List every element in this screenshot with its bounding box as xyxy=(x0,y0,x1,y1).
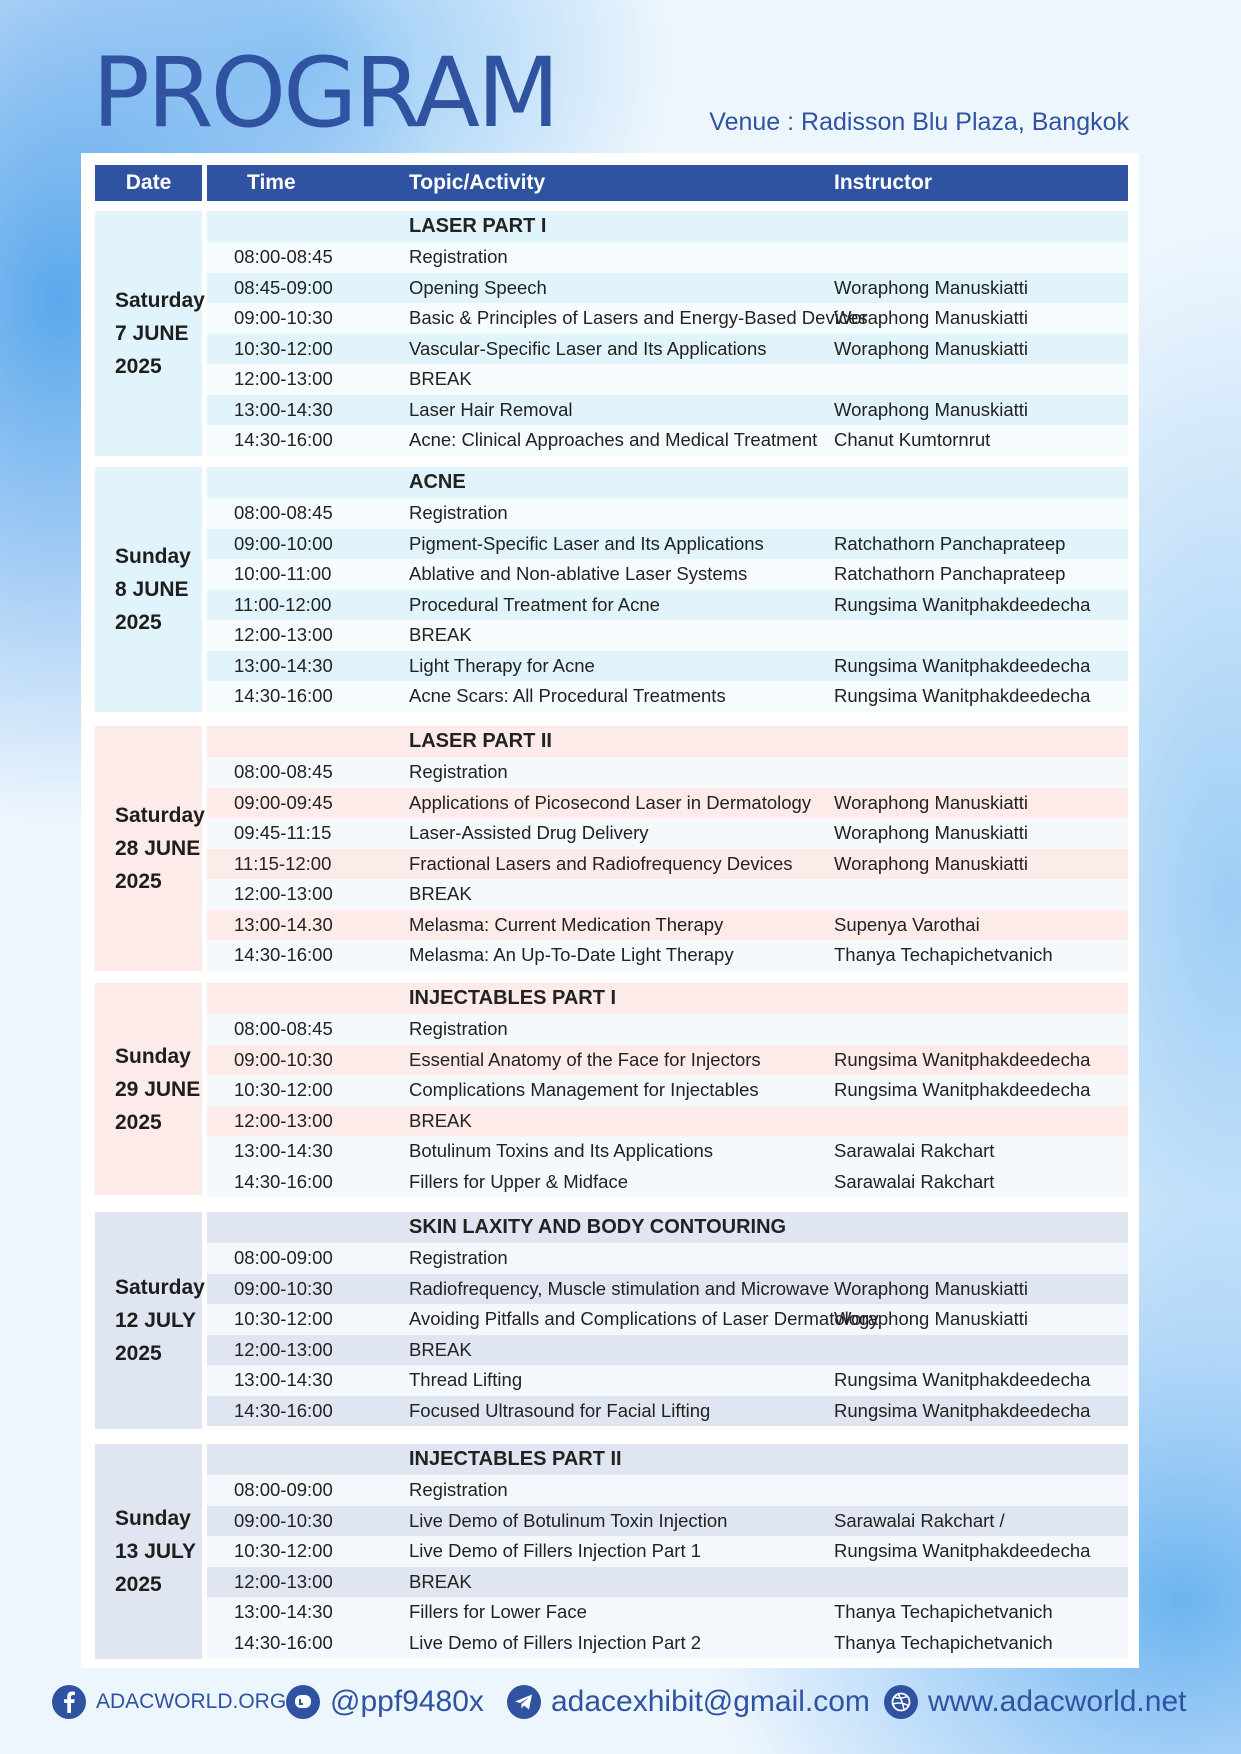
line-link[interactable] xyxy=(286,1680,484,1724)
date: 13 JULY xyxy=(115,1540,196,1563)
instructor-cell: Woraphong Manuskiatti xyxy=(834,852,1029,874)
date-cell xyxy=(95,1212,205,1429)
date: 29 JUNE xyxy=(115,1077,201,1101)
instructor-cell: Woraphong Manuskiatti xyxy=(834,1308,1029,1329)
table-row xyxy=(207,879,1128,910)
day-section xyxy=(95,211,1128,456)
time-cell: 14:30-16:00 xyxy=(234,1399,333,1421)
table-row xyxy=(207,1506,1128,1537)
time-cell: 12:00-13:00 xyxy=(234,1338,333,1360)
time-cell: 09:45-11:15 xyxy=(234,822,332,843)
topic-cell: Botulinum Toxins and Its Applications xyxy=(409,1140,714,1161)
date-cell xyxy=(95,211,205,456)
schedule-rows xyxy=(207,467,1128,712)
topic-cell: BREAK xyxy=(409,1570,472,1592)
date: 7 JUNE xyxy=(115,322,189,345)
table-row xyxy=(207,1274,1128,1305)
time-cell: 10:00-11:00 xyxy=(234,563,332,584)
table-row xyxy=(207,940,1128,971)
table-row xyxy=(207,651,1128,682)
date-cell xyxy=(95,983,202,1195)
instructor-cell: Rungsima Wanitphakdeedecha xyxy=(834,654,1091,676)
table-row xyxy=(207,1167,1128,1198)
date: 28 JUNE xyxy=(115,837,201,860)
table-row xyxy=(207,1396,1128,1427)
instructor-cell: Woraphong Manuskiatti xyxy=(834,337,1029,359)
time-cell: 12:00-13:00 xyxy=(234,1109,333,1131)
time-cell: 09:00-10:30 xyxy=(234,1277,333,1299)
table-row xyxy=(207,242,1128,273)
date-cell xyxy=(95,467,202,712)
time-cell: 08:00-08:45 xyxy=(234,246,333,267)
time-cell: 08:45-09:00 xyxy=(234,276,333,298)
email-link[interactable] xyxy=(507,1680,870,1724)
topic-cell: Focused Ultrasound for Facial Lifting xyxy=(409,1399,711,1421)
page-title: PROGRAM xyxy=(92,37,557,149)
day-section xyxy=(95,467,1128,712)
topic-cell: Fillers for Lower Face xyxy=(409,1601,587,1622)
table-row xyxy=(207,1136,1128,1167)
table-row xyxy=(207,303,1128,334)
instructor-cell: Rungsima Wanitphakdeedecha xyxy=(834,685,1091,706)
table-row xyxy=(207,1475,1128,1506)
topic-cell: Light Therapy for Acne xyxy=(409,654,595,676)
weekday: Saturday xyxy=(115,1276,205,1299)
time-cell: 14:30-16:00 xyxy=(234,944,333,965)
weekday: Sunday xyxy=(115,545,191,568)
topic-cell: Acne Scars: All Procedural Treatments xyxy=(409,685,726,706)
time-cell: 10:30-12:00 xyxy=(234,337,333,359)
email-address: adacexhibit@gmail.com xyxy=(551,1685,870,1718)
time-cell: 14:30-16:00 xyxy=(234,1631,333,1653)
section-title: LASER PART II xyxy=(409,730,552,752)
schedule-rows xyxy=(207,211,1128,456)
time-cell: 10:30-12:00 xyxy=(234,1308,333,1329)
instructor-cell: Thanya Techapichetvanich xyxy=(834,1631,1053,1653)
topic-cell: Fractional Lasers and Radiofrequency Devices xyxy=(409,852,793,874)
table-row xyxy=(207,364,1128,395)
table-row xyxy=(207,620,1128,651)
year: 2025 xyxy=(115,1342,162,1365)
time-cell: 13:00-14:30 xyxy=(234,1140,333,1161)
topic-cell: BREAK xyxy=(409,883,472,904)
section-title: INJECTABLES PART II xyxy=(409,1448,622,1470)
topic-cell: Pigment-Specific Laser and Its Applications xyxy=(409,532,764,554)
column-header-date: Date xyxy=(95,165,202,201)
column-header-instructor: Instructor xyxy=(834,171,933,194)
date-cell xyxy=(95,726,205,971)
table-row xyxy=(207,395,1128,426)
day-section xyxy=(95,983,1128,1195)
facebook-icon xyxy=(52,1685,86,1719)
table-row xyxy=(207,1304,1128,1335)
instructor-cell: Woraphong Manuskiatti xyxy=(834,276,1029,298)
schedule-rows xyxy=(207,983,1128,1197)
time-cell: 08:00-09:00 xyxy=(234,1247,333,1268)
instructor-cell: Woraphong Manuskiatti xyxy=(834,822,1029,843)
table-row xyxy=(207,559,1128,590)
time-cell: 11:15-12:00 xyxy=(234,852,332,874)
instructor-cell: Rungsima Wanitphakdeedecha xyxy=(834,1079,1091,1100)
table-row xyxy=(207,1365,1128,1396)
instructor-cell: Sarawalai Rakchart / xyxy=(834,1509,1005,1531)
topic-cell: Registration xyxy=(409,246,508,267)
instructor-cell: Rungsima Wanitphakdeedecha xyxy=(834,1540,1091,1561)
table-row xyxy=(207,1536,1128,1567)
instructor-cell: Chanut Kumtornrut xyxy=(834,429,991,450)
time-cell: 13:00-14:30 xyxy=(234,398,333,420)
section-title: INJECTABLES PART I xyxy=(409,987,617,1009)
topic-cell: Melasma: Current Medication Therapy xyxy=(409,913,724,935)
instructor-cell: Sarawalai Rakchart xyxy=(834,1170,995,1192)
time-cell: 09:00-09:45 xyxy=(234,791,333,813)
time-cell: 14:30-16:00 xyxy=(234,685,333,706)
time-cell: 09:00-10:30 xyxy=(234,1048,333,1070)
instructor-cell: Ratchathorn Panchaprateep xyxy=(834,563,1066,584)
table-header xyxy=(95,165,1128,201)
year: 2025 xyxy=(115,611,162,634)
weekday: Saturday xyxy=(115,804,205,827)
date-cell xyxy=(95,1444,202,1659)
topic-cell: Vascular-Specific Laser and Its Applications xyxy=(409,337,767,359)
time-cell: 12:00-13:00 xyxy=(234,1570,333,1592)
time-cell: 11:00-12:00 xyxy=(234,593,332,615)
table-row xyxy=(207,1335,1128,1366)
table-row xyxy=(207,498,1128,529)
instructor-cell: Supenya Varothai xyxy=(834,913,980,935)
contact-footer xyxy=(52,1680,1202,1724)
time-cell: 08:00-08:45 xyxy=(234,761,333,782)
website-url: www.adacworld.net xyxy=(928,1685,1187,1718)
topic-cell: Live Demo of Botulinum Toxin Injection xyxy=(409,1509,728,1531)
table-row xyxy=(207,529,1128,560)
table-row xyxy=(207,1075,1128,1106)
section-title-row xyxy=(207,1212,1128,1243)
time-cell: 13:00-14.30 xyxy=(234,913,333,935)
schedule-rows xyxy=(207,1212,1128,1426)
weekday: Saturday xyxy=(115,289,205,312)
topic-cell: Procedural Treatment for Acne xyxy=(409,593,660,615)
time-cell: 10:30-12:00 xyxy=(234,1540,333,1561)
day-section xyxy=(95,1444,1128,1659)
time-cell: 09:00-10:30 xyxy=(234,1509,333,1531)
table-row xyxy=(207,788,1128,819)
section-title-row xyxy=(207,1444,1128,1475)
topic-cell: Registration xyxy=(409,1479,508,1500)
instructor-cell: Rungsima Wanitphakdeedecha xyxy=(834,1399,1091,1421)
website-link[interactable] xyxy=(884,1680,1186,1724)
topic-cell: Registration xyxy=(409,761,508,782)
topic-cell: Radiofrequency, Muscle stimulation and Microwave xyxy=(409,1277,830,1299)
section-title: SKIN LAXITY AND BODY CONTOURING xyxy=(409,1216,787,1238)
day-section xyxy=(95,726,1128,971)
instructor-cell: Thanya Techapichetvanich xyxy=(834,944,1053,965)
table-row xyxy=(207,425,1128,456)
line-icon xyxy=(286,1685,320,1719)
time-cell: 12:00-13:00 xyxy=(234,624,333,645)
table-row xyxy=(207,1243,1128,1274)
time-cell: 14:30-16:00 xyxy=(234,429,333,450)
time-cell: 08:00-08:45 xyxy=(234,1018,333,1039)
dribbble-globe-icon xyxy=(884,1685,918,1719)
time-cell: 12:00-13:00 xyxy=(234,368,333,389)
instructor-cell: Ratchathorn Panchaprateep xyxy=(834,532,1066,554)
topic-cell: Avoiding Pitfalls and Complications of Laser Dermatology xyxy=(409,1308,879,1329)
telegram-icon xyxy=(507,1685,541,1719)
topic-cell: Opening Speech xyxy=(409,276,547,298)
time-cell: 14:30-16:00 xyxy=(234,1170,333,1192)
topic-cell: Basic & Principles of Lasers and Energy-Based Devices xyxy=(409,307,868,328)
date: 8 JUNE xyxy=(115,578,189,601)
topic-cell: Ablative and Non-ablative Laser Systems xyxy=(409,563,748,584)
table-row xyxy=(207,1567,1128,1598)
topic-cell: Essential Anatomy of the Face for Injectors xyxy=(409,1048,761,1070)
facebook-link[interactable] xyxy=(52,1680,286,1724)
column-header-bar xyxy=(207,165,1128,201)
instructor-cell: Sarawalai Rakchart xyxy=(834,1140,995,1161)
table-row xyxy=(207,1106,1128,1137)
topic-cell: Live Demo of Fillers Injection Part 1 xyxy=(409,1540,702,1561)
instructor-cell: Woraphong Manuskiatti xyxy=(834,398,1029,420)
topic-cell: Registration xyxy=(409,1247,508,1268)
table-row xyxy=(207,1014,1128,1045)
time-cell: 12:00-13:00 xyxy=(234,883,333,904)
topic-cell: Acne: Clinical Approaches and Medical Treatment xyxy=(409,429,818,450)
date: 12 JULY xyxy=(115,1309,196,1332)
topic-cell: Thread Lifting xyxy=(409,1369,523,1390)
column-header-time: Time xyxy=(247,171,296,194)
table-row xyxy=(207,818,1128,849)
venue-text: Venue : Radisson Blu Plaza, Bangkok xyxy=(709,108,1129,136)
table-row xyxy=(207,1628,1128,1659)
table-row xyxy=(207,910,1128,941)
section-title: LASER PART I xyxy=(409,215,547,237)
day-section xyxy=(95,1212,1128,1429)
table-row xyxy=(207,849,1128,880)
year: 2025 xyxy=(115,1110,162,1134)
topic-cell: Live Demo of Fillers Injection Part 2 xyxy=(409,1631,702,1653)
topic-cell: Applications of Picosecond Laser in Dermatology xyxy=(409,791,812,813)
table-row xyxy=(207,334,1128,365)
table-row xyxy=(207,1045,1128,1076)
schedule-rows xyxy=(207,1444,1128,1658)
instructor-cell: Rungsima Wanitphakdeedecha xyxy=(834,1048,1091,1070)
time-cell: 13:00-14:30 xyxy=(234,1601,333,1622)
topic-cell: Registration xyxy=(409,502,508,523)
facebook-handle: ADACWORLD.ORG xyxy=(96,1690,287,1713)
instructor-cell: Rungsima Wanitphakdeedecha xyxy=(834,1369,1091,1390)
weekday: Sunday xyxy=(115,1507,191,1530)
section-title-row xyxy=(207,211,1128,242)
table-row xyxy=(207,757,1128,788)
topic-cell: Fillers for Upper & Midface xyxy=(409,1170,628,1192)
topic-cell: BREAK xyxy=(409,1109,472,1131)
instructor-cell: Woraphong Manuskiatti xyxy=(834,791,1029,813)
time-cell: 09:00-10:00 xyxy=(234,532,333,554)
time-cell: 08:00-09:00 xyxy=(234,1479,333,1500)
topic-cell: BREAK xyxy=(409,624,472,645)
time-cell: 09:00-10:30 xyxy=(234,307,333,328)
time-cell: 10:30-12:00 xyxy=(234,1079,333,1100)
topic-cell: Registration xyxy=(409,1018,508,1039)
time-cell: 08:00-08:45 xyxy=(234,502,333,523)
column-header-topic: Topic/Activity xyxy=(409,171,546,194)
section-title-row xyxy=(207,983,1128,1014)
instructor-cell: Woraphong Manuskiatti xyxy=(834,1277,1029,1299)
topic-cell: BREAK xyxy=(409,368,472,389)
section-title-row xyxy=(207,726,1128,757)
topic-cell: Complications Management for Injectables xyxy=(409,1079,759,1100)
year: 2025 xyxy=(115,870,162,893)
table-row xyxy=(207,590,1128,621)
topic-cell: BREAK xyxy=(409,1338,472,1360)
topic-cell: Melasma: An Up-To-Date Light Therapy xyxy=(409,944,734,965)
instructor-cell: Woraphong Manuskiatti xyxy=(834,307,1029,328)
schedule-rows xyxy=(207,726,1128,971)
table-row xyxy=(207,273,1128,304)
topic-cell: Laser-Assisted Drug Delivery xyxy=(409,822,649,843)
time-cell: 13:00-14:30 xyxy=(234,654,333,676)
time-cell: 13:00-14:30 xyxy=(234,1369,333,1390)
year: 2025 xyxy=(115,1573,162,1596)
table-row xyxy=(207,1597,1128,1628)
table-row xyxy=(207,681,1128,712)
instructor-cell: Rungsima Wanitphakdeedecha xyxy=(834,593,1091,615)
topic-cell: Laser Hair Removal xyxy=(409,398,573,420)
section-title: ACNE xyxy=(409,471,466,493)
line-id: @ppf9480x xyxy=(330,1685,484,1718)
instructor-cell: Thanya Techapichetvanich xyxy=(834,1601,1053,1622)
section-title-row xyxy=(207,467,1128,498)
weekday: Sunday xyxy=(115,1044,191,1068)
year: 2025 xyxy=(115,355,162,378)
